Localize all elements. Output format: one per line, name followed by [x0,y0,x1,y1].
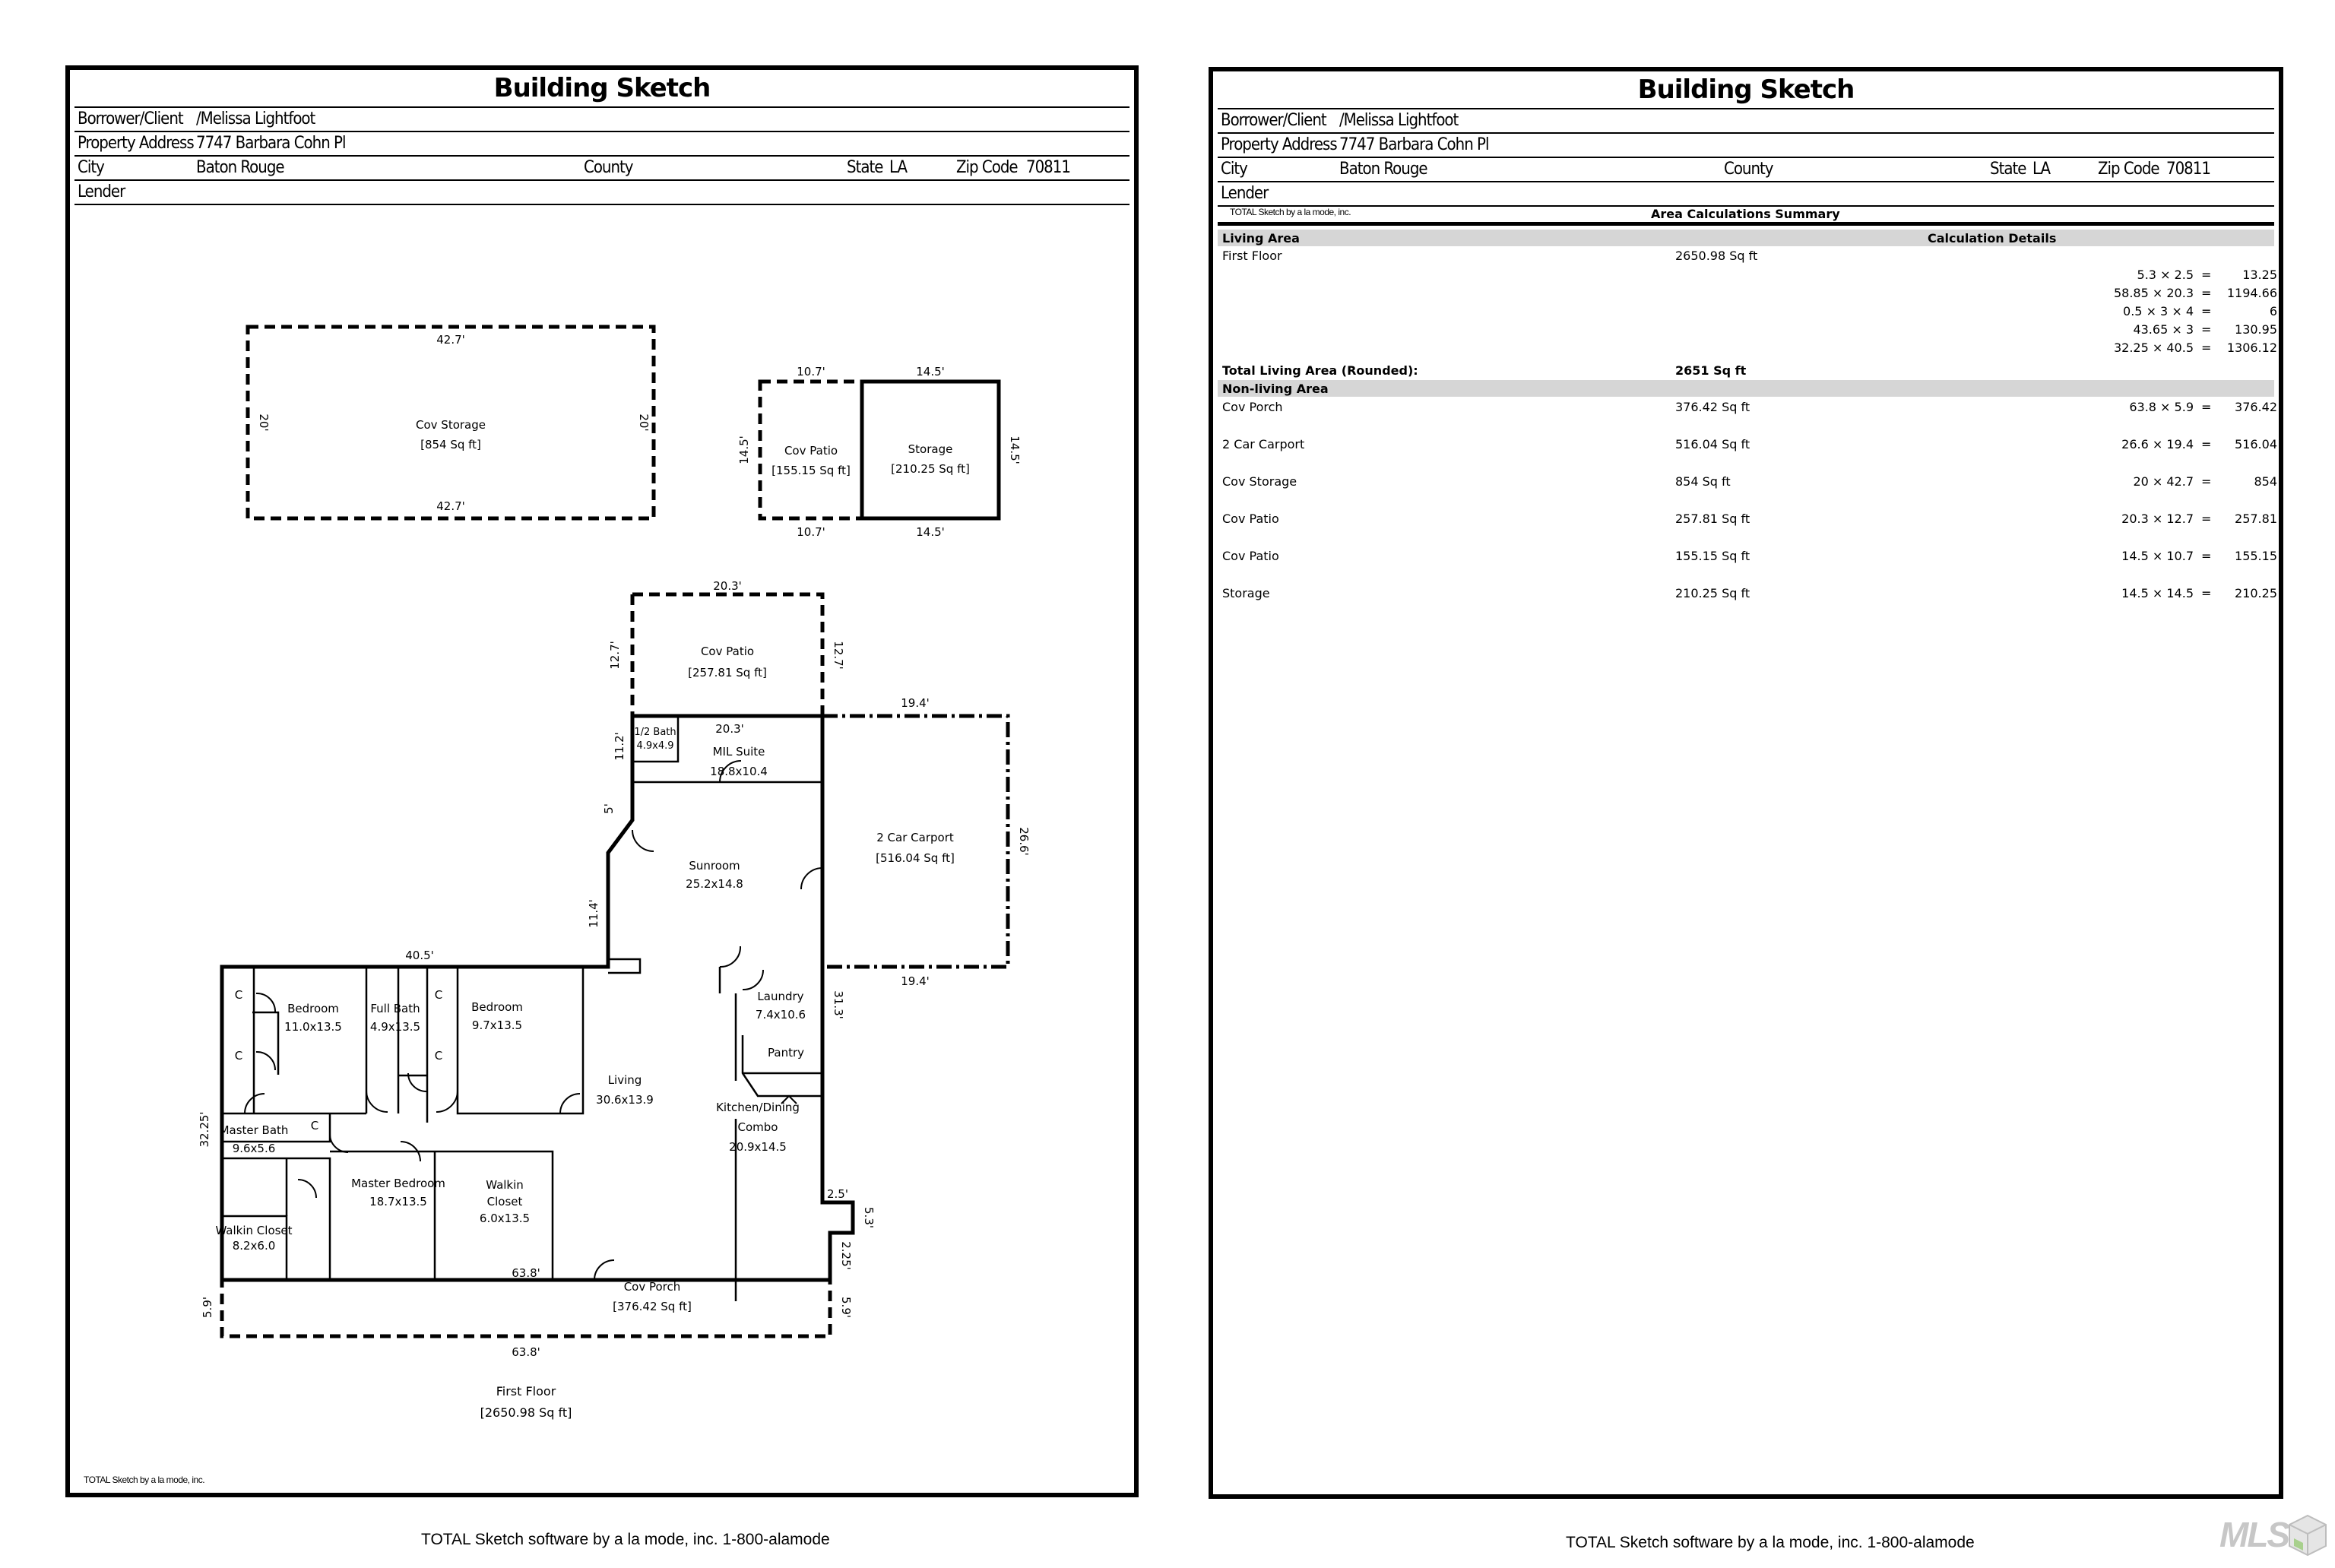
cov-patio-large-area: [257.81 Sq ft] [688,666,767,679]
zip-label: Zip Code [2098,160,2159,179]
area-name: 2 Car Carport [1222,437,1305,451]
calc-equals: = [2201,586,2212,600]
calc-result: 376.42 [2235,400,2277,414]
cov-storage-dim-left: 20' [257,413,271,432]
dim-5-3: 5.3' [862,1207,876,1228]
cov-storage-dim-top: 42.7' [436,333,465,347]
carport-dim-bottom: 19.4' [901,974,930,988]
calc-expression: 63.8 × 5.9 [2129,400,2194,414]
cov-patio-large-name: Cov Patio [700,645,755,658]
lender-row [1218,182,2274,207]
carport-area: [516.04 Sq ft] [876,851,955,865]
half-bath-name: 1/2 Bath [634,727,676,738]
cov-patio-small-dim-bottom: 10.7' [797,525,825,539]
storage-dim-bottom: 14.5' [916,525,945,539]
area-value: 854 Sq ft [1675,474,1731,489]
page-title: Building Sketch [493,73,711,103]
master-bedroom-dims: 18.7x13.5 [369,1195,427,1208]
storage-dim-right: 14.5' [1008,436,1022,464]
closet-marker: C [234,988,243,1002]
mil-suite-name: MIL Suite [712,745,765,759]
area-name: Cov Porch [1222,400,1283,414]
closet-marker: C [310,1119,319,1132]
calc-equals: = [2201,341,2212,355]
calc-result: 13.25 [2242,268,2277,282]
calc-equals: = [2201,268,2212,282]
lender-label: Lender [78,182,125,201]
first-floor-area: [2650.98 Sq ft] [480,1405,572,1420]
pantry-name: Pantry [768,1046,804,1060]
address-label: Property Address [78,134,194,153]
non-living-band [1218,380,2274,397]
carport-dim-right: 26.6' [1017,827,1031,856]
laundry-name: Laundry [757,990,804,1003]
dim-11-4: 11.4' [587,899,600,928]
cov-patio-large-dim-right: 12.7' [832,641,845,670]
calc-expression: 20.3 × 12.7 [2121,512,2194,526]
borrower-row [74,108,1129,132]
state-label: State [847,158,883,177]
summary-title: Area Calculations Summary [1651,207,1840,221]
kitchen-name: Kitchen/Dining [716,1101,800,1114]
full-bath-name: Full Bath [370,1002,420,1015]
calc-equals: = [2201,322,2212,337]
calc-equals: = [2201,512,2212,526]
cov-patio-small-dim-left: 14.5' [737,436,751,464]
dim-31-3: 31.3' [832,990,845,1019]
calc-expression: 0.5 × 3 × 4 [2123,304,2194,318]
mil-suite-dim-top: 20.3' [715,722,744,736]
area-value: 376.42 Sq ft [1675,400,1750,414]
calc-equals: = [2201,474,2212,489]
full-bath-dims: 4.9x13.5 [369,1020,421,1034]
cov-porch-dim-bottom: 63.8' [512,1345,540,1359]
calc-expression: 5.3 × 2.5 [2137,268,2194,282]
lender-label: Lender [1221,184,1269,203]
calc-expression: 58.85 × 20.3 [2113,286,2194,300]
calc-result: 1194.66 [2226,286,2277,300]
zip-label: Zip Code [956,158,1018,177]
county-label: County [584,158,633,177]
bedroom2-name: Bedroom [471,1000,523,1014]
first-floor-name: First Floor [496,1384,556,1399]
dim-32-25: 32.25' [198,1111,211,1148]
summary-divider [1218,222,2274,226]
calc-expression: 32.25 × 40.5 [2113,341,2194,355]
address-row [1218,134,2274,158]
floor-plan-sketch [70,199,1134,1491]
mls-watermark: MLS [2219,1515,2289,1554]
area-name: Cov Storage [1222,474,1297,489]
area-name: Storage [1222,586,1270,600]
kitchen-name2: Combo [737,1120,778,1134]
zip-value: 70811 [1026,158,1070,177]
address-value: 7747 Barbara Cohn Pl [1339,135,1489,154]
borrower-label: Borrower/Client [78,109,183,128]
cube-logo-icon [2286,1513,2329,1558]
walkin-closet2-name: Walkin Closet [215,1224,293,1237]
cov-patio-small-name: Cov Patio [784,444,838,458]
calc-details-label: Calculation Details [1928,231,2057,245]
carport-name: 2 Car Carport [876,831,954,844]
state-label: State [1990,160,2026,179]
calc-expression: 20 × 42.7 [2133,474,2194,489]
cov-porch-dim-top: 63.8' [512,1266,540,1280]
county-label: County [1724,160,1773,179]
living-dims: 30.6x13.9 [596,1093,654,1107]
storage-name: Storage [908,442,953,456]
building-sketch-page-right [1209,67,2283,1499]
bedroom1-dims: 11.0x13.5 [284,1020,342,1034]
city-label: City [1221,160,1247,179]
walkin-closet1-name2: Closet [486,1195,523,1208]
borrower-row [1218,109,2274,134]
laundry-dims: 7.4x10.6 [755,1008,806,1022]
city-label: City [78,158,104,177]
building-sketch-page-left [65,65,1139,1497]
cov-patio-large-dim-left: 12.7' [608,641,622,670]
total-living-value: 2651 Sq ft [1675,363,1747,378]
sketch-note: TOTAL Sketch by a la mode, inc. [1230,207,1351,217]
closet-marker: C [434,1049,443,1063]
calc-expression: 14.5 × 10.7 [2121,549,2194,563]
cov-porch-dim-left: 5.9' [201,1297,214,1318]
calc-result: 257.81 [2235,512,2277,526]
cov-storage-name: Cov Storage [416,418,486,432]
calc-result: 210.25 [2235,586,2277,600]
storage-dim-top: 14.5' [916,365,945,379]
calc-result: 6 [2269,304,2277,318]
walkin-closet2-dims: 8.2x6.0 [232,1239,276,1253]
zip-value: 70811 [2166,160,2210,179]
walkin-closet1-name: Walkin [486,1178,524,1192]
master-bath-name: Master Bath [219,1123,289,1137]
address-value: 7747 Barbara Cohn Pl [196,134,346,153]
area-value: 516.04 Sq ft [1675,437,1750,451]
cov-patio-small-area: [155.15 Sq ft] [771,464,851,477]
closet-marker: C [434,988,443,1002]
page-title: Building Sketch [1637,74,1855,105]
borrower-label: Borrower/Client [1221,111,1326,130]
half-bath-dims: 4.9x4.9 [636,740,674,752]
cov-porch-name: Cov Porch [623,1280,681,1294]
mil-suite-dims: 18.8x10.4 [710,765,768,778]
borrower-value: /Melissa Lightfoot [1339,111,1459,130]
area-name: Cov Patio [1222,549,1279,563]
address-row [74,132,1129,157]
calc-equals: = [2201,304,2212,318]
cov-patio-small-dim-top: 10.7' [797,365,825,379]
calc-expression: 43.65 × 3 [2133,322,2194,337]
cov-patio-large-dim-top: 20.3' [713,579,742,593]
bedroom1-name: Bedroom [287,1002,339,1015]
city-row [1218,158,2274,182]
dim-40-5: 40.5' [405,949,434,962]
state-value: LA [889,158,908,177]
dim-2-25: 2.25' [839,1241,853,1270]
calc-result: 516.04 [2235,437,2277,451]
footer-right: TOTAL Sketch software by a la mode, inc. 1-800-alamode [1566,1534,1975,1551]
borrower-value: /Melissa Lightfoot [196,109,315,128]
calc-expression: 14.5 × 14.5 [2121,586,2194,600]
area-value: 257.81 Sq ft [1675,512,1750,526]
cov-storage-dim-bottom: 42.7' [436,499,465,513]
kitchen-dims: 20.9x14.5 [729,1140,787,1154]
non-living-label: Non-living Area [1222,382,1329,396]
address-label: Property Address [1221,135,1337,154]
first-floor-label: First Floor [1222,249,1282,263]
city-value: Baton Rouge [196,158,284,177]
calc-equals: = [2201,437,2212,451]
walkin-closet1-dims: 6.0x13.5 [479,1212,531,1225]
calc-result: 155.15 [2235,549,2277,563]
sketch-note: TOTAL Sketch by a la mode, inc. [84,1475,205,1485]
calc-expression: 26.6 × 19.4 [2121,437,2194,451]
calc-equals: = [2201,286,2212,300]
calc-result: 854 [2254,474,2277,489]
bedroom2-dims: 9.7x13.5 [471,1018,523,1032]
dim-5: 5' [602,803,616,814]
master-bath-dims: 9.6x5.6 [232,1142,276,1155]
closet-marker: C [234,1049,243,1063]
master-bedroom-name: Master Bedroom [351,1177,445,1190]
city-value: Baton Rouge [1339,160,1427,179]
calc-result: 1306.12 [2226,341,2277,355]
area-value: 155.15 Sq ft [1675,549,1750,563]
dim-2-5: 2.5' [827,1187,848,1201]
calc-equals: = [2201,400,2212,414]
cov-storage-dim-right: 20' [637,413,651,432]
state-value: LA [2032,160,2051,179]
cov-storage-area: [854 Sq ft] [420,438,481,451]
cov-porch-dim-right: 5.9' [839,1297,853,1318]
storage-area: [210.25 Sq ft] [891,462,970,476]
area-value: 210.25 Sq ft [1675,586,1750,600]
total-living-label: Total Living Area (Rounded): [1222,363,1418,378]
calc-equals: = [2201,549,2212,563]
living-area-label: Living Area [1222,231,1300,245]
carport-dim-top: 19.4' [901,696,930,710]
first-floor-value: 2650.98 Sq ft [1675,249,1758,263]
living-name: Living [607,1073,642,1087]
footer-left: TOTAL Sketch software by a la mode, inc. 1-800-alamode [421,1531,830,1548]
calc-result: 130.95 [2235,322,2277,337]
dim-11-2: 11.2' [613,732,626,761]
sunroom-name: Sunroom [689,859,740,873]
city-row [74,157,1129,181]
cov-porch-outline [222,1280,830,1336]
sunroom-dims: 25.2x14.8 [686,877,743,891]
area-name: Cov Patio [1222,512,1279,526]
living-area-band [1218,230,2274,246]
cov-porch-area: [376.42 Sq ft] [613,1300,692,1313]
